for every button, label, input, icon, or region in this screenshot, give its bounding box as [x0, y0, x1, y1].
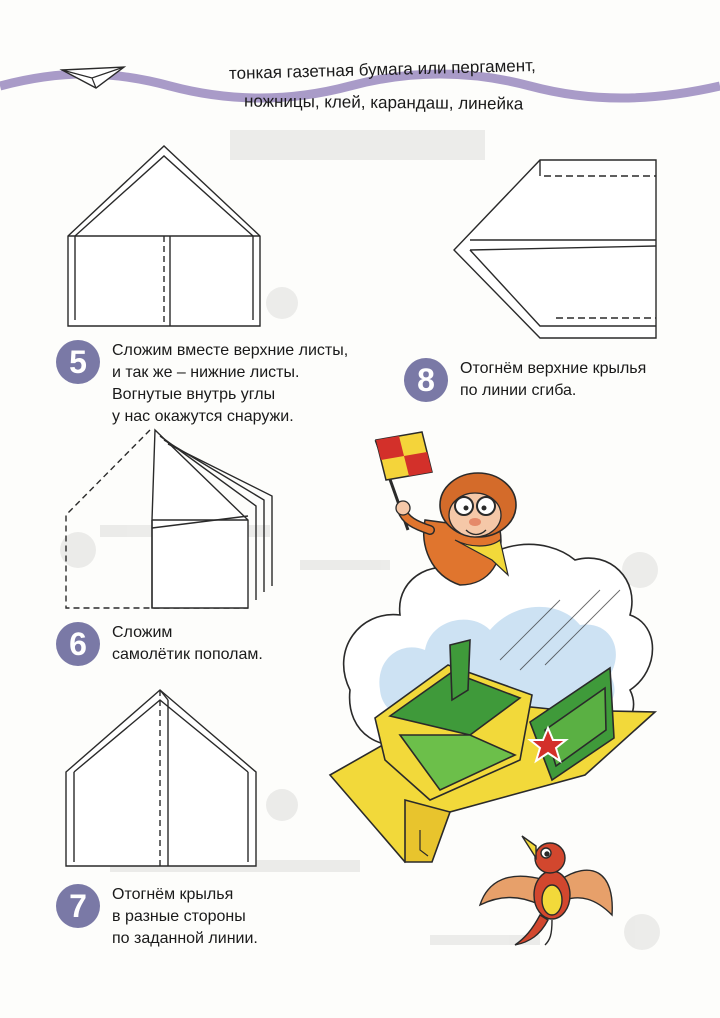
checkered-flag-icon: [376, 432, 432, 480]
step-instruction: Сложим самолётик пополам.: [112, 624, 263, 663]
bird-character: [480, 836, 612, 945]
step-number-badge: 6: [56, 622, 100, 666]
step-number-badge: 8: [404, 358, 448, 402]
diagram-step-5: [68, 146, 260, 326]
step-number-badge: 7: [56, 884, 100, 928]
materials-line-1: тонкая газетная бумага или пергамент,: [228, 55, 536, 84]
pilot-character: [376, 432, 516, 585]
step-instruction: Сложим вместе верхние листы, и так же – нижние листы. Вогнутые внутрь углы у нас окажутся снаружи.: [112, 342, 349, 425]
step-5: [56, 340, 348, 428]
step-7: [56, 884, 258, 950]
diagram-step-6: [66, 430, 272, 608]
diagram-step-8: [454, 160, 656, 338]
step-instruction: Отогнём крылья в разные стороны по заданной линии.: [112, 886, 258, 947]
materials-line-2: ножницы, клей, карандаш, линейка: [243, 91, 524, 114]
step-6: [56, 622, 263, 666]
diagram-step-7: [66, 690, 256, 866]
step-8: [404, 358, 646, 402]
step-number-badge: 5: [56, 340, 100, 384]
step-instruction: Отогнём верхние крылья по линии сгиба.: [460, 360, 647, 399]
